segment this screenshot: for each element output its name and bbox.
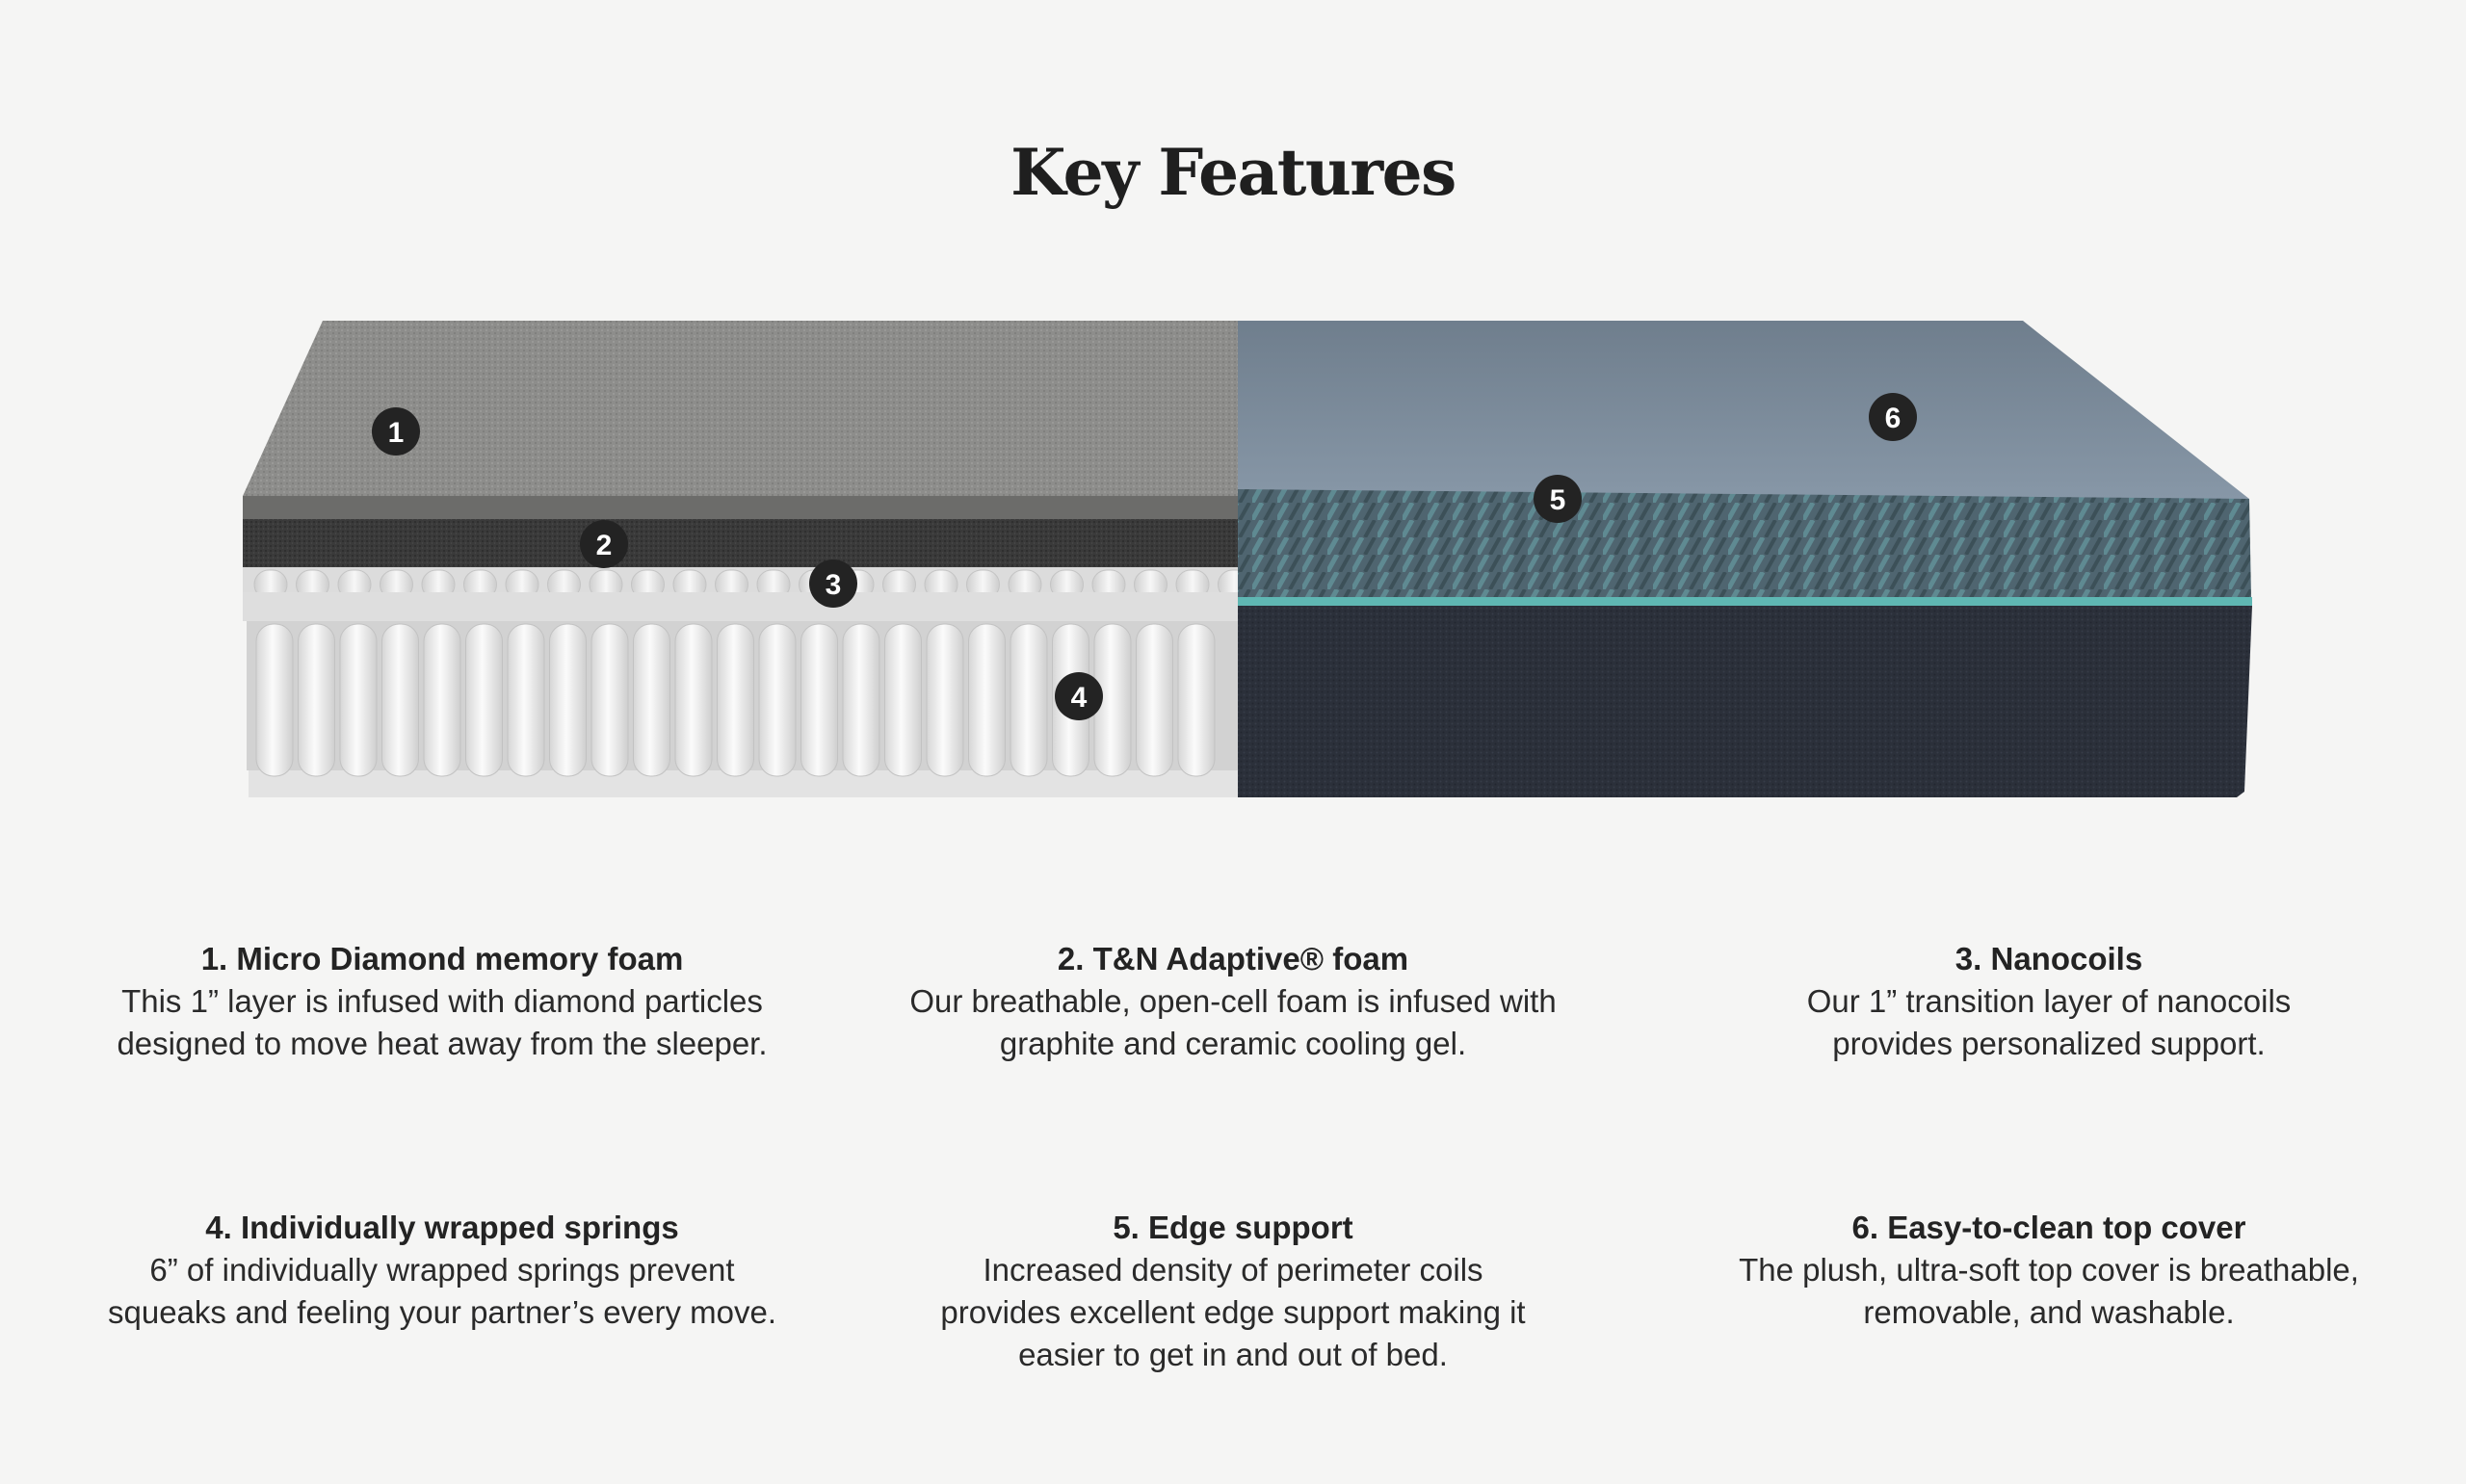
feature-marker-label: 1: [387, 417, 405, 449]
feature-title: 5. Edge support: [1113, 1210, 1353, 1245]
feature-description-line: The plush, ultra-soft top cover is breathable,: [1739, 1252, 2359, 1288]
feature-description-line: 6” of individually wrapped springs prevent: [149, 1252, 735, 1288]
feature-6: [1664, 1207, 2434, 1334]
feature-4: [57, 1207, 827, 1334]
feature-description-line: easier to get in and out of bed.: [1018, 1337, 1448, 1372]
feature-2: [848, 938, 1618, 1065]
feature-marker-label: 4: [1070, 682, 1088, 714]
feature-marker-label: 6: [1884, 403, 1902, 434]
feature-marker-label: 2: [595, 530, 613, 561]
feature-marker-5: [1534, 475, 1582, 523]
feature-description-line: graphite and ceramic cooling gel.: [999, 1026, 1467, 1061]
feature-title: 2. T&N Adaptive® foam: [1057, 941, 1409, 976]
feature-description-line: This 1” layer is infused with diamond particles: [121, 983, 763, 1019]
feature-description-line: Increased density of perimeter coils: [983, 1252, 1483, 1288]
page-title: Key Features: [1010, 135, 1456, 211]
feature-1: [57, 938, 827, 1065]
feature-title: 1. Micro Diamond memory foam: [200, 941, 684, 976]
feature-marker-3: [809, 560, 857, 608]
feature-description-line: designed to move heat away from the sleeper.: [117, 1026, 768, 1061]
feature-marker-label: 5: [1549, 484, 1566, 516]
mattress-base-fabric: [1238, 606, 2252, 797]
feature-description-line: provides personalized support.: [1832, 1026, 2266, 1061]
feature-title: 6. Easy-to-clean top cover: [1851, 1210, 2246, 1245]
feature-5: [848, 1207, 1618, 1376]
edge-support-band: [1238, 489, 2252, 606]
top-cover-layer: [1238, 321, 2249, 499]
feature-description-line: provides excellent edge support making it: [940, 1294, 1526, 1330]
feature-description-line: Our 1” transition layer of nanocoils: [1806, 983, 2292, 1019]
feature-marker-1: [372, 407, 420, 456]
feature-marker-4: [1055, 672, 1103, 720]
feature-description-line: Our breathable, open-cell foam is infused with: [909, 983, 1557, 1019]
feature-title: 3. Nanocoils: [1954, 941, 2143, 976]
feature-marker-label: 3: [825, 569, 842, 601]
feature-3: [1664, 938, 2434, 1065]
feature-marker-6: [1869, 393, 1917, 441]
feature-title: 4. Individually wrapped springs: [205, 1210, 679, 1245]
adaptive-foam-layer: [243, 519, 1238, 567]
feature-marker-2: [580, 520, 628, 568]
feature-description-line: removable, and washable.: [1863, 1294, 2235, 1330]
mattress-cutaway-diagram: [0, 289, 2466, 828]
feature-description-line: squeaks and feeling your partner’s every move.: [108, 1294, 776, 1330]
